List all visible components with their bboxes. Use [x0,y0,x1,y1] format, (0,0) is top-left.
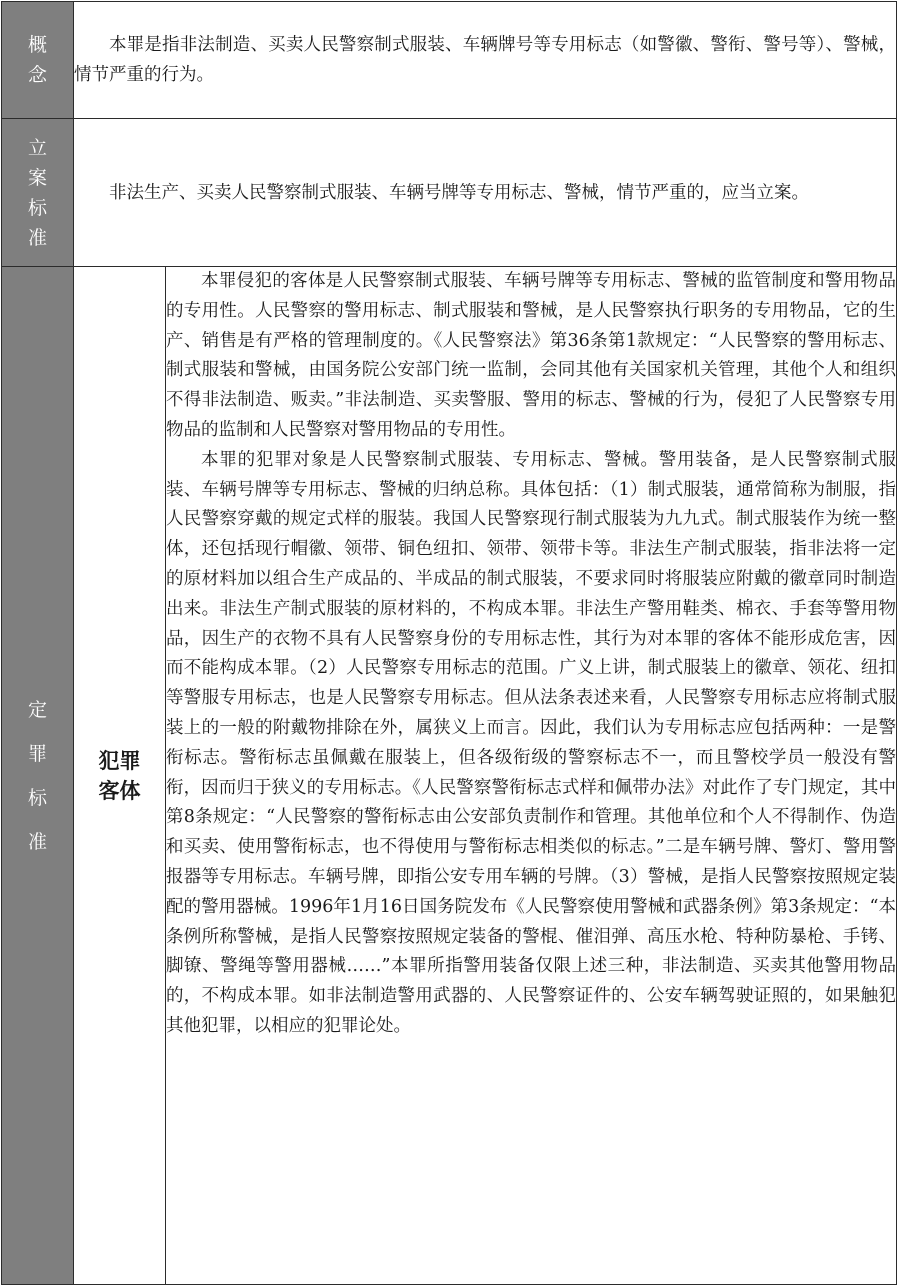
crime-object-label [74,267,166,1285]
filing-standard-text-cell [74,119,897,267]
filing-label-char-4: 准 [27,226,47,249]
concept-row [2,2,897,119]
conviction-label-char-2: 罪 [27,742,47,765]
filing-standard-row [2,119,897,267]
crime-object-label-line-2: 客体 [98,778,141,803]
crime-object-paragraph-1: 本罪侵犯的客体是人民警察制式服装、车辆号牌等专用标志、警械的监管制度和警用物品的专用性。人民警察的警用标志、制式服装和警械，是人民警察执行职务的专用物品，它的生产、销售是有严格的管理制度的。《人民警察法》第36条第1款规定：“人民警察的警用标志、制式服装和警械，由国务院公安部门统一监制，会同其他有关国家机关管理，其他个人和组织不得非法制造、贩卖。”非法制造、买卖警服、警用的标志、警械的行为，侵犯了人民警察专用物品的监制和人民警察对警用物品的专用性。 [166,271,896,440]
crime-object-paragraph-2: 本罪的犯罪对象是人民警察制式服装、专用标志、警械。警用装备，是人民警察制式服装、车辆号牌等专用标志、警械的归纳总称。具体包括：（1）制式服装，通常简称为制服，指人民警察穿戴的规定式样的服装。我国人民警察现行制式服装为九九式。制式服装作为统一整体，还包括现行帽徽、领带、铜色纽扣、领带、领带卡等。非法生产制式服装，指非法将一定的原材料加以组合生产成品的、半成品的制式服装，不要求同时将服装应附戴的徽章同时制造出来。非法生产制式服装的原材料的，不构成本罪。非法生产警用鞋类、棉衣、手套等警用物品，因生产的衣物不具有人民警察身份的专用标志性，其行为对本罪的客体不能形成危害，因而不能构成本罪。（2）人民警察专用标志的范围。广义上讲，制式服装上的徽章、领花、纽扣等警服专用标志，也是人民警察专用标志。但从法条表述来看，人民警察专用标志应将制式服装上的一般的附戴物排除在外，属狭义上而言。因此，我们认为专用标志应包括两种：一是警衔标志。警衔标志虽佩戴在服装上，但各级衔级的警察标志不一，而且警校学员一般没有警衔，因而归于狭义的专用标志。《人民警察警衔标志式样和佩带办法》对此作了专门规定，其中第8条规定：“人民警察的警衔标志由公安部负责制作和管理。其他单位和个人不得制作、伪造和买卖、使用警衔标志，也不得使用与警衔标志相类似的标志。”二是车辆号牌、警灯、警用警报器等专用标志。车辆号牌，即指公安专用车辆的号牌。（3）警械，是指人民警察按照规定装配的警用器械。1996年1月16日国务院发布《人民警察使用警械和武器条例》第3条规定：“本条例所称警械，是指人民警察按照规定装备的警棍、催泪弹、高压水枪、特种防暴枪、手铐、脚镣、警绳等警用器械……”本罪所指警用装备仅限上述三种，非法制造、买卖其他警用物品的，不构成本罪。如非法制造警用武器的、人民警察证件的、公安车辆驾驶证照的，如果触犯其他犯罪，以相应的犯罪论处。 [166,449,896,1036]
filing-standard-label [2,119,74,267]
concept-text-cell [74,2,897,119]
conviction-label-char-3: 标 [27,786,47,809]
filing-label-char-2: 案 [27,166,47,189]
crime-object-label-line-1: 犯罪 [98,748,141,773]
crime-standard-table [1,1,897,1285]
conviction-standard-label [2,267,74,1285]
conviction-label-char-4: 准 [27,830,47,853]
concept-label-char-2: 念 [27,64,47,86]
concept-text: 本罪是指非法制造、买卖人民警察制式服装、车辆牌号等专用标志（如警徽、警衔、警号等）、警械，情节严重的行为。 [74,35,896,85]
crime-object-text-cell [166,267,897,1285]
concept-label-char-1: 概 [27,34,47,56]
filing-label-char-3: 标 [27,196,47,219]
conviction-label-char-1: 定 [27,698,47,721]
filing-standard-text: 非法生产、买卖人民警察制式服装、车辆号牌等专用标志、警械，情节严重的，应当立案。 [109,182,809,203]
filing-label-char-1: 立 [27,136,47,159]
conviction-standard-row [2,267,897,1285]
concept-label [2,2,74,119]
